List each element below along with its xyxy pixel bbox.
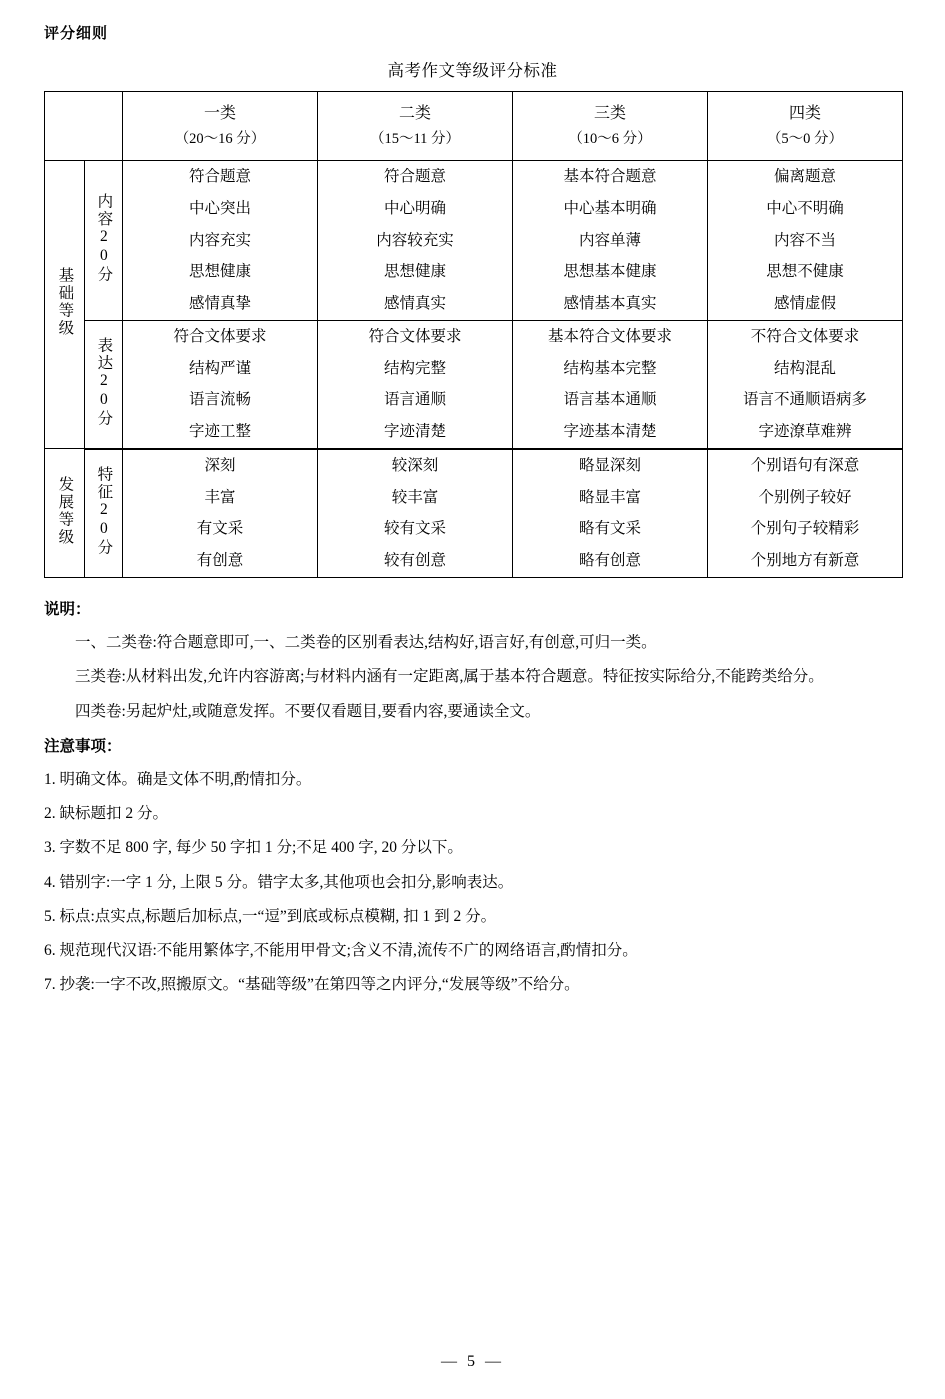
category-label-expression-text: 表达20分 <box>95 336 113 428</box>
column-header-1-range: （20～16 分） <box>174 131 266 148</box>
cell-expression-class4 <box>708 320 903 449</box>
criterion: 语言不通顺语病多 <box>742 391 867 409</box>
category-label-feature <box>85 449 123 578</box>
criterion: 符合文体要求 <box>368 327 462 345</box>
cell-expression-class1 <box>123 320 318 449</box>
criterion: 字迹工整 <box>188 423 251 441</box>
criterion: 不符合文体要求 <box>750 327 860 345</box>
column-header-4-name: 四类 <box>788 105 821 123</box>
criterion: 字迹基本清楚 <box>563 423 657 441</box>
column-header-3-name: 三类 <box>593 105 626 123</box>
criterion: 语言基本通顺 <box>563 391 657 409</box>
criterion: 个别地方有新意 <box>750 552 860 570</box>
criterion: 字迹潦草难辨 <box>758 423 852 441</box>
level-label-basic-text: 基础等级 <box>56 267 74 338</box>
criterion: 结构混乱 <box>773 359 836 377</box>
criterion: 有文采 <box>196 520 244 538</box>
notes-section <box>44 594 901 1001</box>
criterion: 基本符合文体要求 <box>547 327 672 345</box>
grading-standard-table <box>44 91 903 578</box>
criterion: 较丰富 <box>391 488 439 506</box>
level-label-development-text: 发展等级 <box>56 475 74 546</box>
column-header-1-name: 一类 <box>203 105 236 123</box>
criterion: 思想不健康 <box>766 263 844 281</box>
table-row-content <box>45 161 903 321</box>
attention-item-4: 4. 错别字:一字 1 分, 上限 5 分。错字太多,其他项也会扣分,影响表达。 <box>44 873 514 891</box>
criterion: 符合文体要求 <box>173 327 267 345</box>
level-label-development <box>45 449 85 578</box>
criterion: 感情真实 <box>383 295 446 313</box>
criterion: 内容单薄 <box>578 231 641 249</box>
criterion: 符合题意 <box>383 168 446 185</box>
column-header-3 <box>513 92 708 161</box>
criterion: 字迹清楚 <box>383 423 446 441</box>
criterion: 语言流畅 <box>188 391 251 409</box>
criterion: 个别例子较好 <box>758 488 852 506</box>
explanation-title: 说明： <box>44 599 91 618</box>
column-header-2 <box>318 92 513 161</box>
explanation-item-2: 三类卷:从材料出发,允许内容游离;与材料内涵有一定距离,属于基本符合题意。特征按实际给分,不能跨类给分。 <box>75 668 824 686</box>
criterion: 符合题意 <box>188 168 251 185</box>
criterion: 内容充实 <box>188 231 251 249</box>
explanation-item-3: 四类卷:另起炉灶,或随意发挥。不要仅看题目,要看内容,要通读全文。 <box>75 702 541 720</box>
cell-expression-class2 <box>318 320 513 449</box>
cell-content-class1 <box>123 161 318 321</box>
attention-item-6: 6. 规范现代汉语:不能用繁体字,不能用甲骨文;含义不清,流传不广的网络语言,酌情扣分。 <box>44 942 638 960</box>
cell-feature-class2 <box>318 449 513 578</box>
table-row-feature <box>45 449 903 578</box>
column-header-3-range: （10～6 分） <box>568 131 652 148</box>
page-number: — 5 — <box>441 1353 504 1370</box>
column-header-4-range: （5～0 分） <box>766 131 844 148</box>
criterion: 较深刻 <box>391 456 439 474</box>
cell-expression-class3 <box>513 320 708 449</box>
criterion: 内容较充实 <box>376 231 454 249</box>
attention-item-5: 5. 标点:点实点,标题后加标点,一“逗”到底或标点模糊, 扣 1 到 2 分。 <box>44 907 497 925</box>
section-label: 评分细则 <box>44 24 109 42</box>
criterion: 略有文采 <box>578 520 641 538</box>
cell-content-class2 <box>318 161 513 321</box>
column-header-2-range: （15～11 分） <box>369 131 461 148</box>
column-header-2-name: 二类 <box>398 105 431 123</box>
criterion: 有创意 <box>196 552 244 570</box>
criterion: 略显丰富 <box>578 488 641 506</box>
criterion: 思想健康 <box>188 263 251 281</box>
cell-feature-class3 <box>513 449 708 578</box>
attention-title: 注意事项： <box>44 736 122 755</box>
attention-item-3: 3. 字数不足 800 字, 每少 50 字扣 1 分;不足 400 字, 20 分以下。 <box>44 839 463 857</box>
criterion: 丰富 <box>204 488 236 506</box>
criterion: 中心突出 <box>188 199 251 217</box>
attention-item-1: 1. 明确文体。确是文体不明,酌情扣分。 <box>44 771 312 789</box>
column-header-4 <box>708 92 903 161</box>
page-title: 高考作文等级评分标准 <box>387 61 558 80</box>
criterion: 语言通顺 <box>383 391 446 409</box>
criterion: 个别语句有深意 <box>750 456 860 474</box>
criterion: 感情虚假 <box>773 295 836 313</box>
category-label-feature-text: 特征20分 <box>95 465 113 557</box>
criterion: 较有创意 <box>383 552 446 570</box>
cell-feature-class4 <box>708 449 903 578</box>
criterion: 中心明确 <box>383 199 446 217</box>
category-label-expression <box>85 320 123 449</box>
criterion: 较有文采 <box>383 520 446 538</box>
cell-feature-class1 <box>123 449 318 578</box>
criterion: 感情基本真实 <box>563 295 657 313</box>
criterion: 思想健康 <box>383 263 446 281</box>
criterion: 中心基本明确 <box>563 199 657 217</box>
criterion: 个别句子较精彩 <box>750 520 860 538</box>
criterion: 中心不明确 <box>766 199 844 217</box>
criterion: 内容不当 <box>773 231 836 249</box>
cell-content-class4 <box>708 161 903 321</box>
attention-item-2: 2. 缺标题扣 2 分。 <box>44 805 169 823</box>
criterion: 偏离题意 <box>773 168 836 185</box>
table-header-row <box>45 92 903 161</box>
level-label-basic <box>45 161 85 449</box>
cell-content-class3 <box>513 161 708 321</box>
criterion: 略显深刻 <box>578 456 641 474</box>
criterion: 基本符合题意 <box>563 168 657 185</box>
category-label-content-text: 内容20分 <box>95 192 113 284</box>
category-label-content <box>85 161 123 321</box>
criterion: 思想基本健康 <box>563 263 657 281</box>
criterion: 深刻 <box>204 456 236 474</box>
criterion: 感情真挚 <box>188 295 251 313</box>
explanation-item-1: 一、二类卷:符合题意即可,一、二类卷的区别看表达,结构好,语言好,有创意,可归一类。 <box>75 634 657 652</box>
criterion: 结构严谨 <box>188 359 251 377</box>
criterion: 结构完整 <box>383 359 446 377</box>
column-header-1 <box>123 92 318 161</box>
criterion: 略有创意 <box>578 552 641 570</box>
criterion: 结构基本完整 <box>563 359 657 377</box>
attention-item-7: 7. 抄袭:一字不改,照搬原文。“基础等级”在第四等之内评分,“发展等级”不给分。 <box>44 976 580 994</box>
table-row-expression <box>45 320 903 449</box>
table-corner-cell <box>45 92 123 161</box>
